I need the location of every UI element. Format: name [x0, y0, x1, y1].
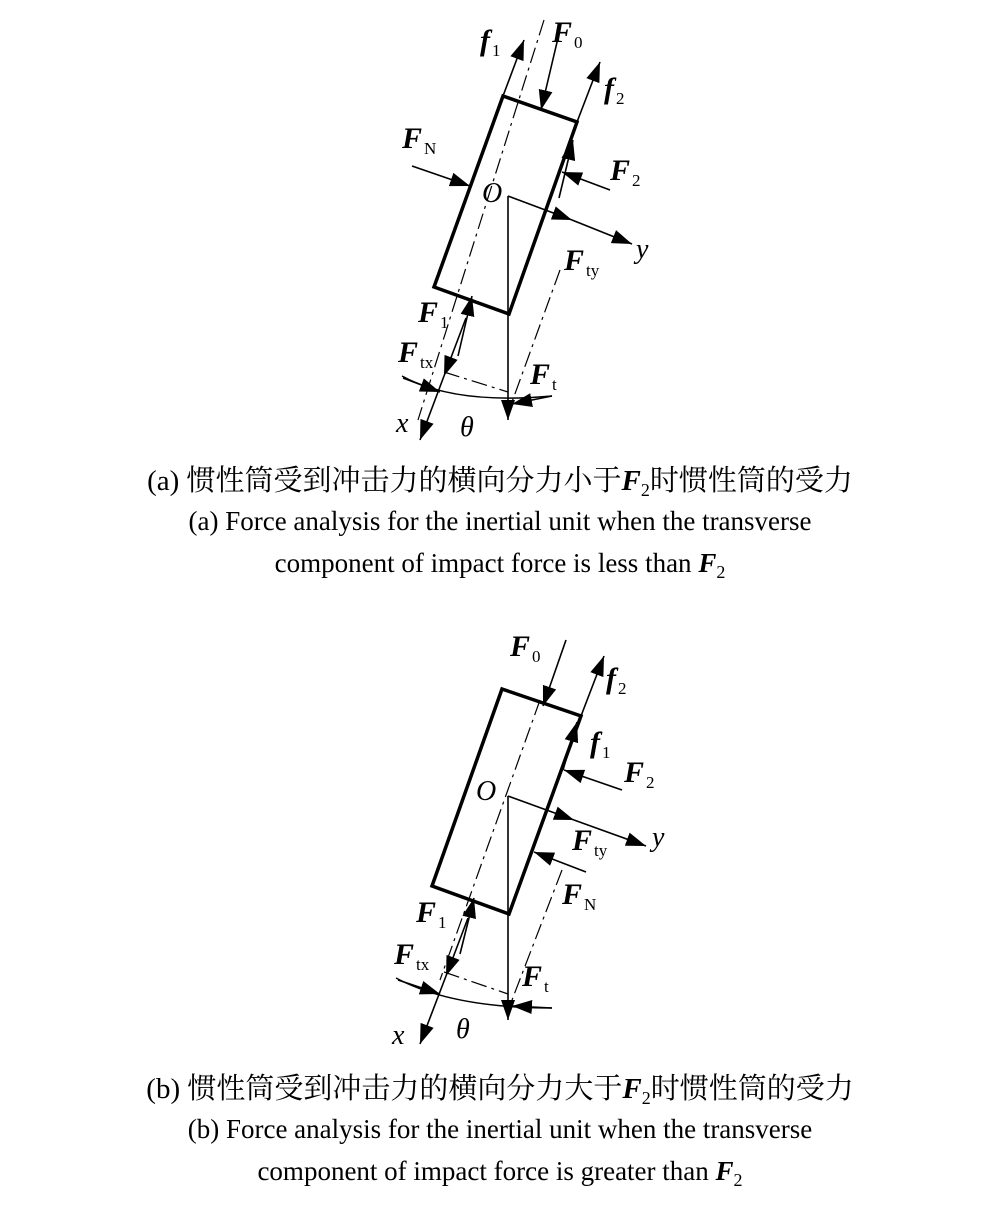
centerline-a: [418, 20, 544, 420]
label-F2-b: F $_2$: [624, 756, 655, 792]
label-Ft-b: F $_t$: [522, 960, 549, 996]
label-f2-a: f $_2$: [604, 72, 625, 108]
diagram-a: [402, 20, 632, 440]
dashdot-x-b: [444, 972, 508, 994]
diagram-b-labels: [391, 630, 665, 1051]
label-F0-a: F $_0$: [552, 16, 583, 52]
arrow-F2-a: [562, 172, 610, 190]
label-theta-b: θ: [456, 1014, 470, 1045]
arrow-Ft-left-b: [398, 980, 440, 994]
caption-b-english-line2: component of impact force is greater than $F_2$: [257, 1156, 743, 1190]
label-Ftx-b: F $_{tx}$: [394, 938, 430, 974]
label-y-axis-a: y: [636, 234, 649, 265]
arrow-F1-b: [460, 898, 474, 954]
arrow-f1-a: [503, 40, 524, 96]
label-FN-b: F $_N$: [562, 878, 597, 914]
arrow-F1-a: [458, 296, 472, 356]
arrow-Ft-left-a: [403, 378, 440, 392]
arrow-f2-a: [577, 62, 600, 122]
label-F1-b: F $_1$: [416, 896, 447, 932]
arrow-Ftx-b: [446, 918, 468, 976]
arrow-Fty-b: [508, 796, 574, 820]
axis-x-b: [420, 976, 446, 1044]
label-origin-a: O: [482, 178, 503, 209]
label-f1-a: f $_1$: [480, 24, 501, 60]
arrow-f2-b: [581, 656, 604, 716]
label-Fty-b: F $_{ty}$: [572, 824, 608, 860]
label-theta-a: θ: [460, 412, 474, 443]
centerline-b: [440, 700, 540, 980]
label-Ftx-a: F $_{tx}$: [398, 336, 434, 372]
label-x-axis-a: x: [396, 408, 409, 439]
label-F1-a: F $_1$: [418, 296, 449, 332]
caption-b-chinese: (b) 惯性筒受到冲击力的横向分力大于$F_2$时惯性筒的受力: [146, 1073, 854, 1108]
arrow-Fty-a: [508, 196, 572, 220]
label-F2-a: F $_2$: [610, 154, 641, 190]
label-FN-a: F $_N$: [402, 122, 437, 158]
arrow-f1-b: [563, 722, 577, 770]
dashdot-x-a: [444, 372, 508, 392]
diagram-a-labels: [395, 16, 649, 443]
label-y-axis-b: y: [652, 822, 665, 853]
caption-a-chinese: (a) 惯性筒受到冲击力的横向分力小于$F_2$时惯性筒的受力: [147, 465, 853, 500]
caption-a-english-line2: component of impact force is less than $F_2$: [274, 548, 726, 582]
diagram-b: [396, 640, 646, 1044]
arrow-F2-b: [564, 770, 622, 790]
label-F0-b: F $_0$: [510, 630, 541, 666]
label-Ft-a: F $_t$: [530, 358, 557, 394]
label-f2-b: f $_2$: [606, 662, 627, 698]
arrow-F0-b: [543, 640, 566, 706]
label-origin-b: O: [476, 776, 497, 807]
axis-y-a: [572, 220, 632, 244]
arrow-FN-a: [412, 166, 470, 186]
label-x-axis-b: x: [392, 1020, 405, 1051]
label-f1-b: f $_1$: [590, 726, 611, 762]
caption-b-english-line1: (b) Force analysis for the inertial unit when the transverse: [187, 1114, 813, 1144]
caption-a-english-line1: (a) Force analysis for the inertial unit when the transverse: [188, 506, 812, 536]
label-Fty-a: F $_{ty}$: [564, 244, 600, 280]
